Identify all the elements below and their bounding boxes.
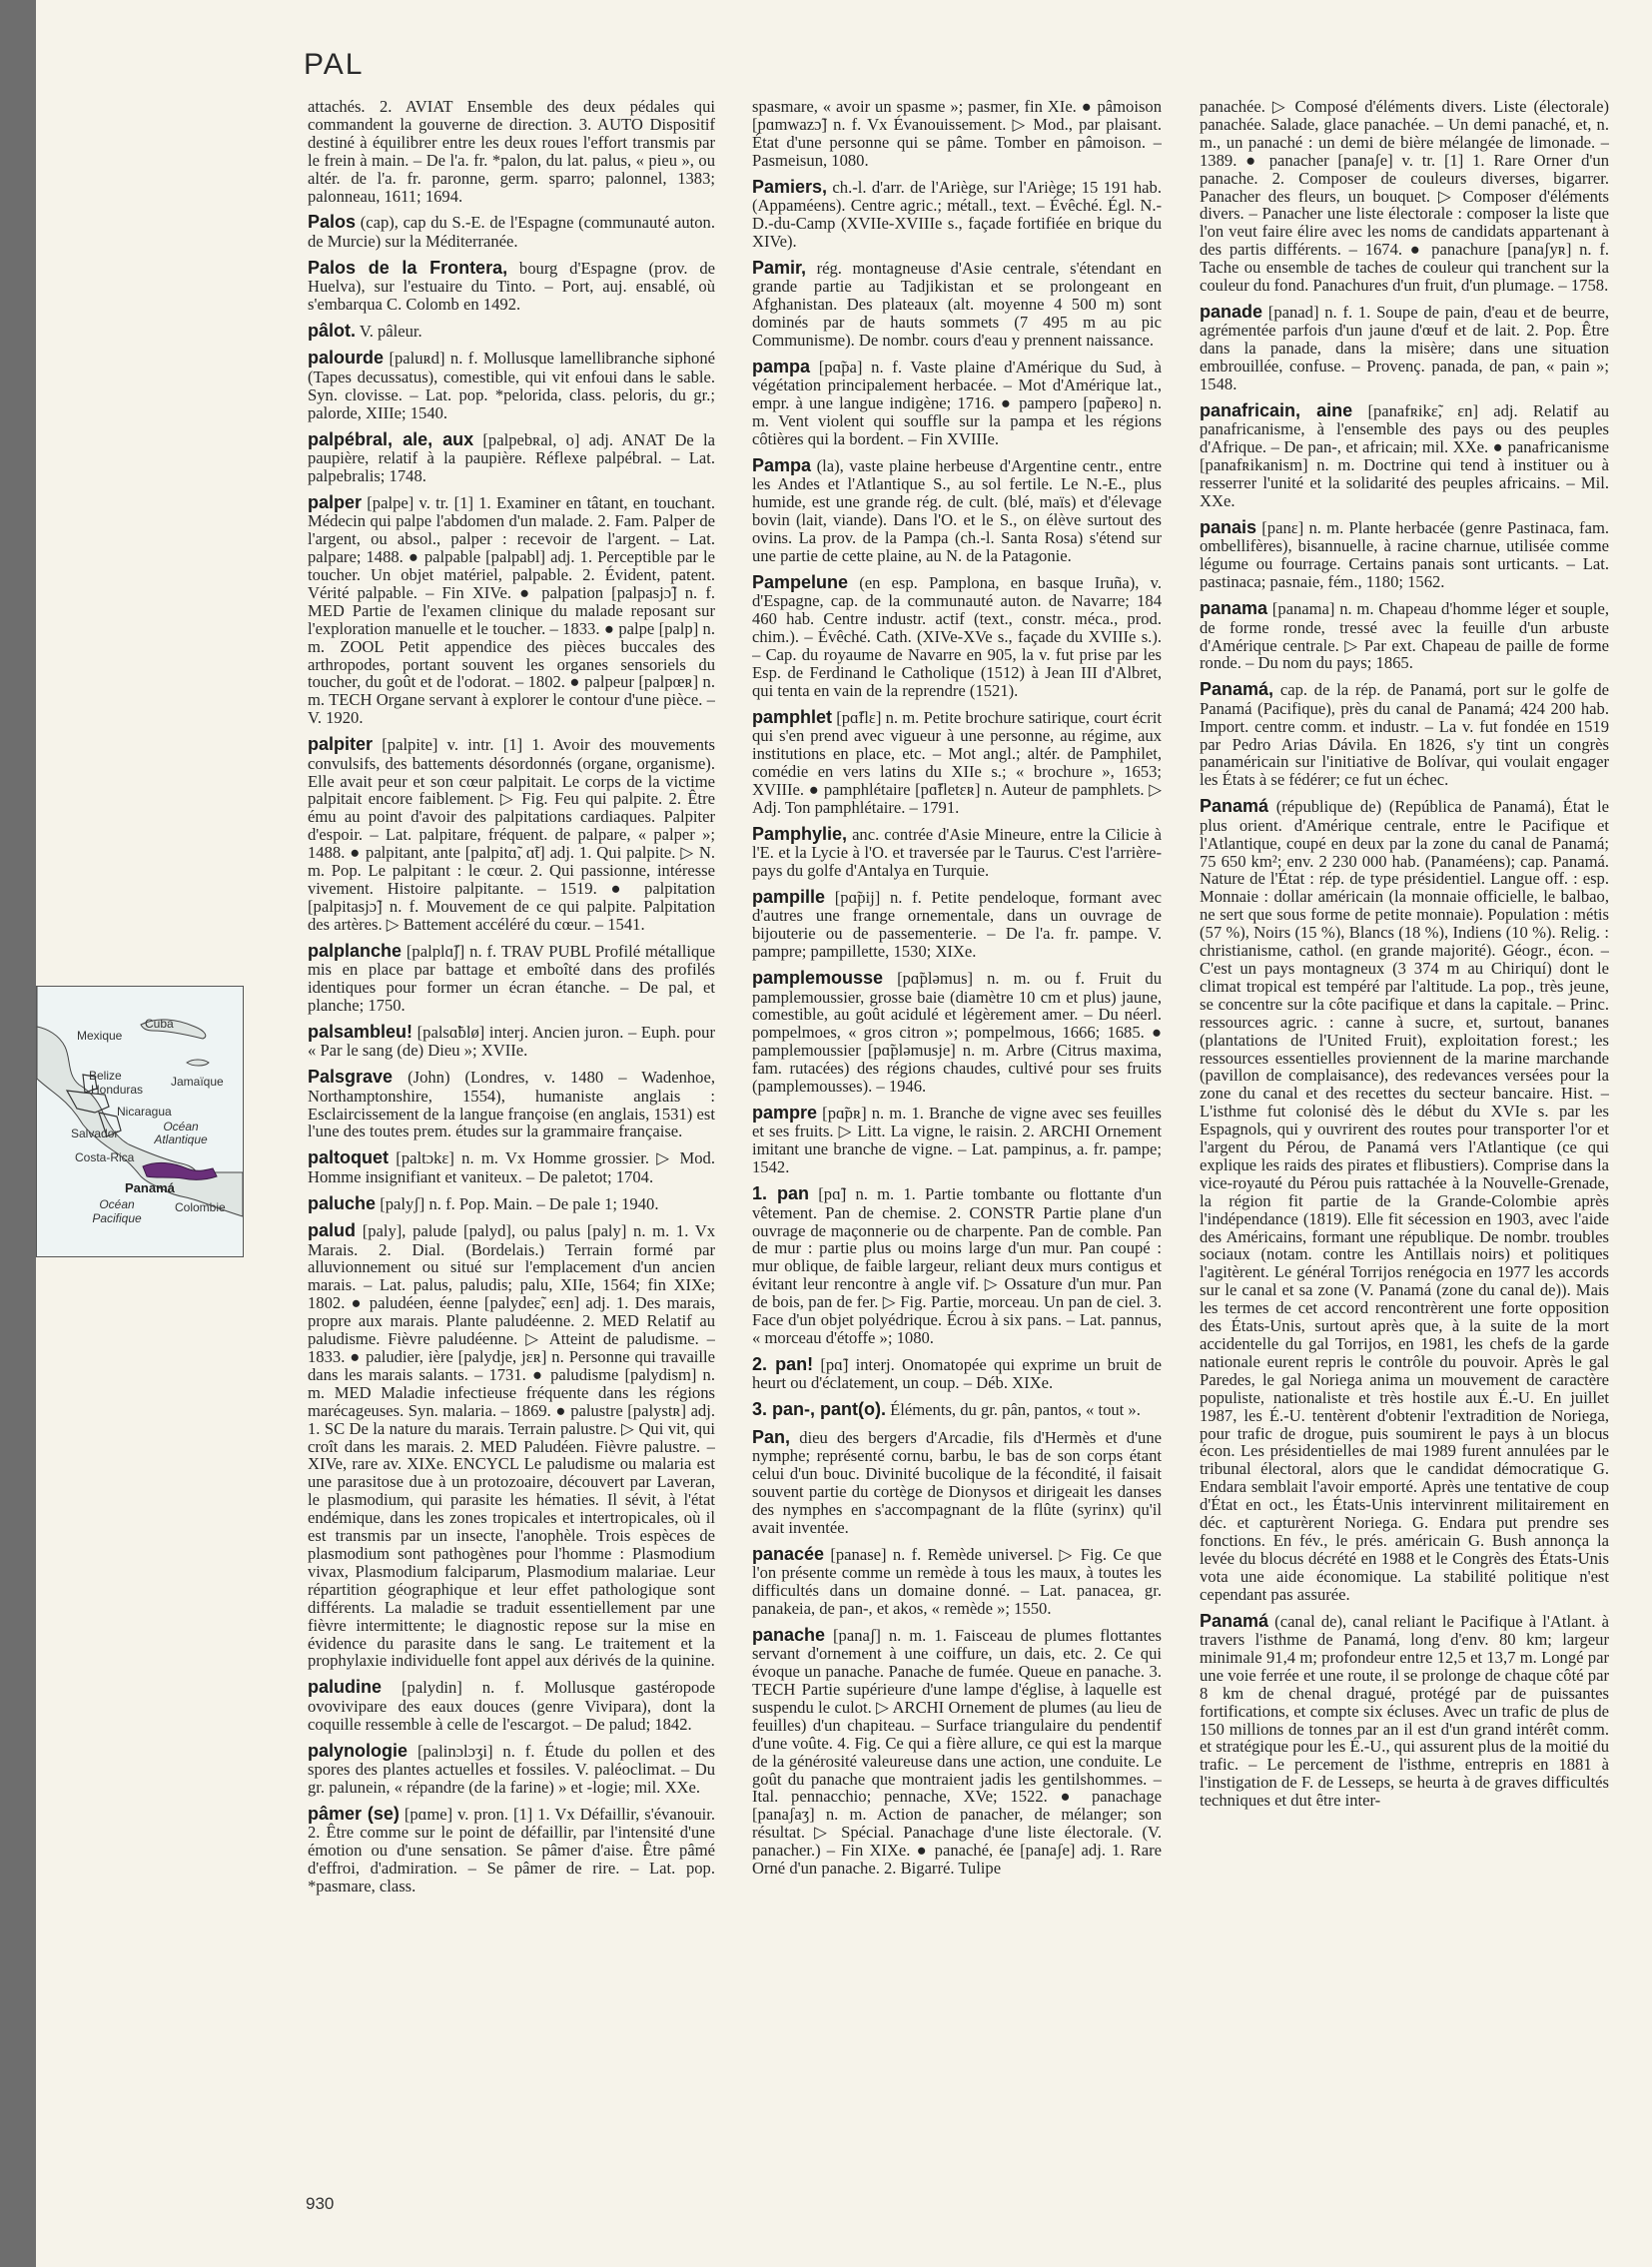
entry-text: [palpite] v. intr. [1] 1. Avoir des mouvements convulsifs, des battements désordonnés (organe, organisme). Elle avait peur et son cœur palpitait. Le corps de la victime palpitait encore faiblement. ▷ Fig. Feu qui palpite. 2. Être ému au point d'avoir des palpitations cardiaques. Palpiter d'espoir. – Lat. palpitare, fréquent. de palpare, « palper »; 1488. ● palpitant, ante [palpitɑ̃, ɑ̃t] adj. 1. Qui palpite. ▷ N. m. Pop. Le palpitant : le cœur. 2. Qui passionne, intéresse vivement. Histoire palpitante. – 1519. ● palpitation [palpitasjɔ̃] n. f. Mouvement de ce qui palpite. Palpitation des artères. ▷ Battement accéléré du cœur. – 1541. bbox=[308, 735, 715, 934]
entry-headword: palpébral, ale, aux bbox=[308, 428, 474, 449]
entry-headword: panais bbox=[1200, 517, 1257, 537]
entry-headword: 1. pan bbox=[752, 1183, 810, 1204]
entry-text: cap. de la rép. de Panamá, port sur le golfe de Panamá (Pacifique), près du canal de Panamá; 424 200 hab. Import. centre comm. et industr. – La v. fut fondée en 1519 par Pedro Arias Dávila. En 1826, s'y tint un congrès panaméricain sur l'initiative de Bolívar, qui voulait engager les États à se fédérer; ce fut un échec. bbox=[1200, 680, 1609, 790]
entry-text: [palyʃ] n. f. Pop. Main. – De pale 1; 1940. bbox=[380, 1193, 659, 1213]
entry-text: [pɑ̃flɛ] n. m. Petite brochure satirique, court écrit qui s'en prend avec vigueur à une personne, au régime, aux institutions en place, etc. – Mot angl.; altér. de Pamphilet, comédie en vers latins du XIIe s.; « brochure », 1653; XVIIIe. ● pamphlétaire [pɑ̃fletɛʀ] n. Auteur de pamphlets. ▷ Adj. Ton pamphlétaire. – 1791. bbox=[752, 707, 1162, 817]
dictionary-entry bbox=[752, 1545, 1162, 1618]
map-label-ocean-atlantique: Océan Atlantique bbox=[154, 1120, 208, 1147]
entry-headword: Pamphylie, bbox=[752, 823, 848, 844]
entry-headword: palper bbox=[308, 491, 363, 512]
entry-text: V. pâleur. bbox=[359, 322, 422, 342]
map-label-cuba: Cuba bbox=[145, 1017, 174, 1031]
dictionary-entry bbox=[752, 1355, 1162, 1392]
dictionary-entry bbox=[752, 888, 1162, 961]
dictionary-entry bbox=[308, 1194, 715, 1213]
entry-text: [pɑ̃pʀ] n. m. 1. Branche de vigne avec ses feuilles et ses fruits. ▷ Litt. La vigne, le raisin. 2. ARCHI Ornement imitant une branche de vigne. – Lat. pampinus, a. fr. pampe; 1542. bbox=[752, 1104, 1162, 1177]
dictionary-entry bbox=[1200, 98, 1609, 295]
entry-headword: pâmer (se) bbox=[308, 1803, 400, 1824]
entry-headword: pampa bbox=[752, 356, 811, 377]
dictionary-entry bbox=[752, 969, 1162, 1096]
entry-headword: palpiter bbox=[308, 734, 374, 755]
entry-text: [paltɔkɛ] n. m. Vx Homme grossier. ▷ Mod. Homme insignifiant et vaniteux. – De paletot; 1704. bbox=[308, 1148, 715, 1186]
dictionary-entry bbox=[308, 1678, 715, 1733]
entry-text: [palpe] v. tr. [1] 1. Examiner en tâtant, en touchant. Médecin qui palpe l'abdomen d'un malade. 2. Fam. Palper de l'argent, ou absol., palper : recevoir de l'argent. – Lat. palpare; 1488. ● palpable [palpabl] adj. 1. Perceptible par le toucher. Un objet matériel, palpable. 2. Évident, patent. Vérité palpable. – Fin XIVe. ● palpation [palpasjɔ̃] n. f. MED Partie de l'examen clinique du malade reposant sur l'exploration manuelle et le toucher. – 1833. ● palpe [palp] n. m. ZOOL Petit appendice des pièces buccales des arthropodes, portant souvent les organes sensoriels du toucher, du goût et de l'odorat. – 1802. ● palpeur [palpœʀ] n. m. TECH Organe servant à explorer le contour d'une pièce. – V. 1920. bbox=[308, 492, 715, 728]
column-2 bbox=[752, 98, 1162, 2095]
entry-headword: pampille bbox=[752, 886, 826, 907]
entry-text: dieu des bergers d'Arcadie, fils d'Hermès et d'une nymphe; représenté cornu, barbu, le bas de son corps étant celui d'un bouc. Divinité bucolique de la fécondité, il faisait souvent partie du cortège de Dionysos et dirigeait les danses des nymphes en s'accompagnant de la flûte (syrinx) qu'il avait inventée. bbox=[752, 1427, 1162, 1537]
entry-text: (la), vaste plaine herbeuse d'Argentine centr., entre les Andes et l'Atlantique S., au sol fertile. Le N.-E., plus humide, est une grande rég. de cult. (blé, maïs) et d'élevage bovin (lait, viande). Dans l'O. et le S., on élève surtout des ovins. La prov. de la Pampa (ch.-l. Santa Rosa) s'étend sur une partie de cette plaine, au N. de la Patagonie. bbox=[752, 455, 1162, 565]
entry-headword: palud bbox=[308, 1220, 356, 1241]
dictionary-entry bbox=[308, 942, 715, 1015]
entry-text: [palplɑ̃ʃ] n. f. TRAV PUBL Profilé métallique mis en place par battage et emboîté dans des profilés identiques pour former un écran étanche. – De pal, et planche; 1750. bbox=[308, 941, 715, 1015]
entry-headword: palplanche bbox=[308, 940, 403, 961]
entry-text: [pɑme] v. pron. [1] 1. Vx Défaillir, s'évanouir. 2. Être comme sur le point de défaillir, par l'intensité d'une émotion ou d'une sensation. Se pâmer d'aise. Être pâmé d'effroi, d'admiration. – Se pâmer de rire. – Lat. pop. *pasmare, class. bbox=[308, 1804, 715, 1895]
entry-text: ch.-l. d'arr. de l'Ariège, sur l'Ariège; 15 191 hab. (Appaméens). Centre agric.; métall., text. – Évêché. Égl. N.-D.-du-Camp (XVIIe-XVIIIe s., façade fortifiée en brique du XIVe). bbox=[752, 177, 1162, 251]
entry-headword: Pamir, bbox=[752, 257, 807, 278]
entry-text: [panama] n. m. Chapeau d'homme léger et souple, de forme ronde, tressé avec la feuille d'un arbuste d'Amérique centrale. ▷ Par ext. Chapeau de paille de forme ronde. – Du nom du pays; 1865. bbox=[1200, 599, 1609, 673]
dictionary-entry bbox=[752, 456, 1162, 565]
entry-text: (John) (Londres, v. 1480 – Wadenhoe, Northamptonshire, 1554), humaniste anglais : Esclaircissement de la langue françoise (en anglais, 1531) est l'une des toutes prem. études sur la grammaire française. bbox=[308, 1068, 715, 1141]
entry-headword: paluche bbox=[308, 1192, 377, 1213]
dictionary-entry bbox=[752, 1184, 1162, 1347]
panama-locator-map bbox=[36, 986, 244, 1257]
dictionary-entry bbox=[752, 178, 1162, 251]
dictionary-entry bbox=[308, 98, 715, 205]
dictionary-page bbox=[36, 0, 1652, 2267]
entry-text: [pɑ̃pij] n. f. Petite pendeloque, formant avec d'autres une frange ornementale, dans un ouvrage de bijouterie ou de passementerie. – De l'a. fr. pampe. V. pampre; pampillette, 1530; XIXe. bbox=[752, 887, 1162, 962]
entry-text: panachée. ▷ Composé d'éléments divers. Liste (électorale) panachée. Salade, glace panachée. – Un demi panaché, et, n. m., un panaché : un demi de bière mélangée de limonade. – 1389. ● panacher [panaʃe] v. tr. [1] 1. Rare Orner d'un panache. 2. Composer de couleurs diverses, bigarrer. Panacher des fleurs, un bouquet. ▷ Composer d'éléments divers. – Panacher une liste électorale : composer la liste que l'on veut faire élire avec les noms de candidats appartenant à des partis différents. – 1674. ● panachure [panaʃyʀ] n. f. Tache ou ensemble de taches de couleur qui tranchent sur la couleur du fond. Panachures d'un fruit, d'un plumage. – 1758. bbox=[1200, 98, 1609, 296]
dictionary-entry bbox=[308, 322, 715, 341]
dictionary-entry bbox=[308, 213, 715, 250]
entry-text: [pɑ̃pa] n. f. Vaste plaine d'Amérique du Sud, à végétation principalement herbacée. – Mot d'Amérique lat., empr. à une langue indigène; 1716. ● pampero [pɑ̃peʀo] n. m. Vent violent qui souffle sur la pampa et les régions côtières qui la bordent. – Fin XVIIIe. bbox=[752, 357, 1162, 448]
dictionary-entry bbox=[308, 1221, 715, 1670]
dictionary-entry bbox=[752, 259, 1162, 350]
dictionary-entry bbox=[752, 98, 1162, 170]
entry-text: [palsɑ̃blø] interj. Ancien juron. – Euph. pour « Par le sang (de) Dieu »; XVIIe. bbox=[308, 1022, 715, 1061]
column-3 bbox=[1200, 98, 1609, 2095]
entry-text: attachés. 2. AVIAT Ensemble des deux pédales qui commandent la gouverne de direction. 3. AUTO Dispositif destiné à équilibrer entre les deux roues l'effort transmis par le frein à main. – De l'a. fr. *palon, du lat. palus, « pieu », ou altér. de l'a. fr. paronne, germ. sparro; palonnel, 1383; palonneau, 1611; 1694. bbox=[308, 98, 715, 206]
dictionary-entry bbox=[1200, 1612, 1609, 1811]
entry-text: [palpebʀal, o] adj. ANAT De la paupière, relatif à la paupière. Réflexe palpébral. – Lat. palpebralis; 1748. bbox=[308, 429, 715, 485]
entry-text: Éléments, du gr. pân, pantos, « tout ». bbox=[890, 1400, 1141, 1420]
entry-headword: palourde bbox=[308, 348, 385, 369]
entry-headword: Panamá bbox=[1200, 796, 1269, 817]
entry-text: (république de) (República de Panamá), État le plus orient. d'Amérique centrale, entre le Pacifique et l'Atlantique, coupé en deux par la zone du canal de Panamá; 75 650 km²; env. 2 230 000 hab. (Panaméens); cap. Panamá. Nature de l'État : rép. de type présidentiel. Langue off. : esp. Monnaie : dollar américain (la monnaie officielle, le balbao, ne sert que sous forme de petite monnaie). Population : métis (57 %), Noirs (15 %), Blancs (18 %), Indiens (10 %). Relig. : christianisme, cathol. (en grande majorité). Géogr., écon. – C'est un pays montagneux (3 374 m au Chiriquí) dont le climat tropical est tempéré par l'altitude. La pop., très jeune, se concentre sur la côte pacifique et dans la capitale. – Princ. ressources agric. : canne à sucre, et, surtout, bananes (plantations de l'United Fruit), exploitation forest.; les ressources essentielles proviennent de la marine marchande (pavillon de complaisance), des redevances versées pour la zone du canal et des recettes du secteur bancaire. Hist. – L'isthme fut colonisé dès le début du XVIe s. par les Espagnols, qui y ouvrirent des routes pour transporter l'or et l'argent du Pérou, de Panamá vers l'Atlantique (ce qui explique les raids des pirates et flibustiers). Comprise dans la vice-royauté du Pérou puis rattachée à la Nouvelle-Grenade, la région fit partie de la Grande-Colombie après l'indépendance (1819). Elle fit sécession en 1903, avec l'aide des Américains, formant une république. De nombr. troubles sociaux (notam. contre les Antillais noirs) et politiques l'agitèrent. Le général Torrijos renégocia en 1977 les accords sur le canal et sa zone (V. Panamá (zone du canal de)). Mais les termes de cet accord rencontrèrent une forte opposition des États-Unis, surtout après que, à la suite de la mort accidentelle du gal Torrijos, en 1981, les chefs de la garde nationale eurent repris le contrôle du pouvoir. Après le gal Paredes, le gal Noriega anima un mouvement de caractère populiste, nationaliste et très hostile aux É.-U. En juillet 1987, les É.-U. tentèrent d'obtenir l'extradition de Noriega, pour trafic de drogue, puis soumirent le pays à un blocus écon. Les présidentielles de mai 1989 furent annulées par le tribunal électoral, alors que le candidat démocratique G. Endara semblait l'avoir emporté. Après une tentative de coup d'État en oct., les États-Unis intervinrent militairement en déc. et capturèrent Noriega. G. Endara put prendre ses fonctions. En fév., le prés. américain G. Bush annonça la levée du blocus décrété en 1988 et le Congrès des États-Unis vota une aide économique. La stabilité politique n'est cependant pas assurée. bbox=[1200, 797, 1609, 1604]
dictionary-entry bbox=[752, 825, 1162, 880]
dictionary-entry bbox=[308, 1148, 715, 1185]
entry-text: [panafʀikɛ̃, ɛn] adj. Relatif au panafricanisme, à l'ensemble des pays ou des peuples d'Afrique. – De pan-, et africain; mil. XXe. ● panafricanisme [panafʀikanism] n. m. Doctrine qui tend à instituer ou à resserrer l'unité et la solidarité des peuples africains. – Mil. XXe. bbox=[1200, 401, 1609, 511]
dictionary-entry bbox=[752, 1626, 1162, 1878]
entry-headword: palynologie bbox=[308, 1740, 409, 1761]
entry-headword: Pan, bbox=[752, 1426, 791, 1447]
dictionary-entry bbox=[308, 1068, 715, 1140]
entry-text: [palydin] n. f. Mollusque gastéropode ovovivipare des eaux douces (genre Vivipara), dont la coquille ressemble à celle de l'escargot. – De palud; 1842. bbox=[308, 1678, 715, 1734]
entry-text: [pɑ̃] n. m. 1. Partie tombante ou flottante d'un vêtement. Pan de chemise. 2. CONSTR Partie plane d'un ouvrage de maçonnerie ou de charpente. Pan de comble. Pan de mur : partie plus ou moins large d'un mur. Pan coupé : mur oblique, de faible largeur, reliant deux murs contigus et évitant leur rencontre à angle vif. ▷ Ossature d'un mur. Pan de bois, pan de fer. ▷ Fig. Partie, morceau. Un pan de ciel. 3. Face d'un objet polyédrique. Écrou à six pans. – Lat. pannus, « morceau d'étoffe »; 1080. bbox=[752, 1184, 1162, 1347]
dictionary-entry bbox=[308, 259, 715, 314]
dictionary-entry bbox=[308, 735, 715, 934]
dictionary-entry bbox=[1200, 518, 1609, 591]
map-label-ocean-pacifique: Océan Pacifique bbox=[92, 1197, 142, 1225]
entry-headword: paludine bbox=[308, 1677, 383, 1698]
map-label-mexique: Mexique bbox=[77, 1029, 123, 1043]
dictionary-entry bbox=[752, 1428, 1162, 1537]
column-1 bbox=[308, 98, 715, 2095]
running-head: PAL bbox=[304, 48, 365, 81]
entry-headword: 2. pan! bbox=[752, 1353, 814, 1374]
entry-text: [pɑ̃] interj. Onomatopée qui exprime un bruit de heurt ou d'éclatement, un coup. – Déb. XIXe. bbox=[752, 1354, 1162, 1393]
dictionary-entry bbox=[308, 493, 715, 727]
map-label-colombie: Colombie bbox=[175, 1200, 226, 1214]
dictionary-entry bbox=[752, 358, 1162, 448]
entry-headword: Palsgrave bbox=[308, 1067, 394, 1088]
dictionary-entry bbox=[752, 1400, 1162, 1419]
dictionary-entry bbox=[752, 573, 1162, 700]
entry-headword: Palos bbox=[308, 212, 357, 233]
entry-headword: Pampa bbox=[752, 454, 812, 475]
entry-text: [panase] n. f. Remède universel. ▷ Fig. Ce que l'on présente comme un remède à tous les maux, à toutes les difficultés dans un domaine donné. – Lat. panacea, gr. panakeia, de pan-, et akos, « remède »; 1550. bbox=[752, 1544, 1162, 1618]
entry-headword: Pampelune bbox=[752, 571, 849, 592]
page-number: 930 bbox=[306, 2194, 335, 2213]
dictionary-entry bbox=[1200, 401, 1609, 510]
dictionary-entry bbox=[308, 349, 715, 421]
entry-text: [palinɔlɔʒi] n. f. Étude du pollen et des spores des plantes actuelles et fossiles. V. paléoclimat. – Du gr. palunein, « répandre (de la farine) » et -logie; mil. XXe. bbox=[308, 1741, 715, 1797]
map-label-costa-rica: Costa-Rica bbox=[75, 1150, 135, 1164]
entry-text: [paluʀd] n. f. Mollusque lamellibranche siphoné (Tapes decussatus), comestible, qui vit enfoui dans le sable. Syn. clovisse. – Lat. pop. *pelorida, class. peloris, du gr.; palorde, XIIIe; 1540. bbox=[308, 349, 715, 422]
entry-headword: pamplemousse bbox=[752, 968, 884, 989]
entry-text: anc. contrée d'Asie Mineure, entre la Cilicie à l'E. et la Lycie à l'O. et traversée par le Taurus. C'est l'arrière-pays du golfe d'Antalya en Turquie. bbox=[752, 824, 1162, 881]
entry-text: bourg d'Espagne (prov. de Huelva), sur l'estuaire du Tinto. – Port, auj. ensablé, où s'embarqua C. Colomb en 1492. bbox=[308, 258, 715, 315]
dictionary-entry bbox=[752, 1104, 1162, 1176]
dictionary-entry bbox=[308, 1805, 715, 1895]
entry-text: (cap), cap du S.-E. de l'Espagne (communauté auton. de Murcie) sur la Méditerranée. bbox=[308, 213, 715, 251]
entry-text: spasmare, « avoir un spasme »; pasmer, fin XIe. ● pâmoison [pɑmwazɔ̃] n. f. Vx Évanouissement. ▷ Mod., par plaisant. État d'une personne qui se pâme. Tomber en pâmoison. – Pasmeisun, 1080. bbox=[752, 98, 1162, 170]
entry-headword: Panamá bbox=[1200, 1610, 1269, 1631]
entry-headword: pamphlet bbox=[752, 706, 833, 727]
entry-headword: panafricain, aine bbox=[1200, 400, 1353, 421]
map-label-jamaique: Jamaïque bbox=[171, 1075, 224, 1089]
entry-text: (en esp. Pamplona, en basque Iruña), v. d'Espagne, cap. de la communauté auton. de Navarre; 184 460 hab. Centre industr. actif (text., constr. méca., prod. chim.). – Évêché. Cath. (XIVe-XVe s., façade du XVIIIe s.). – Cap. du royaume de Navarre en 905, la v. fut prise par les Esp. de Ferdinand le Catholique (1512) à Jean III d'Albret, qui tenta en vain de la reprendre (1521). bbox=[752, 572, 1162, 700]
dictionary-entry bbox=[1200, 599, 1609, 672]
entry-text: [panɛ] n. m. Plante herbacée (genre Pastinaca, fam. ombellifères), bisannuelle, à racine charnue, utilisée comme légume ou fourrage. Certains panais sont urticants. – Lat. pastinaca; pasnaie, fém., 1180; 1562. bbox=[1200, 518, 1609, 592]
entry-headword: Palos de la Frontera, bbox=[308, 257, 508, 278]
map-label-salvador: Salvador bbox=[71, 1127, 119, 1140]
dictionary-entry bbox=[1200, 680, 1609, 789]
entry-text: [panad] n. f. 1. Soupe de pain, d'eau et de beurre, agrémentée parfois d'un jaune d'œuf et de lait. 2. Pop. Être dans la panade, dans la misère; dans une situation embrouillée, confuse. – Provenç. panada, de pan, « pain »; 1548. bbox=[1200, 302, 1609, 394]
dictionary-entry bbox=[308, 1023, 715, 1060]
map-label-honduras: Honduras bbox=[91, 1083, 144, 1097]
entry-headword: panama bbox=[1200, 598, 1268, 619]
entry-headword: panade bbox=[1200, 301, 1263, 322]
entry-headword: Pamiers, bbox=[752, 176, 828, 197]
entry-text: (canal de), canal reliant le Pacifique à l'Atlant. à travers l'isthme de Panamá, long d'env. 80 km; largeur minimale 91,4 m; profondeur entre 12,5 et 13,7 m. Longé par une voie ferrée et une route, il se prolonge de chaque côté par 8 km de chenal dragué, protégé par de puissantes fortifications, et compte six écluses. Avec un trafic de plus de 150 millions de tonnes par an il est d'un grand intérêt comm. et stratégique pour les É.-U., qui assurent plus de la moitié du trafic. – Le percement de l'isthme, entrepris en 1881 à l'instigation de F. de Lesseps, se heurta à de graves difficultés techniques et dut être inter- bbox=[1200, 1611, 1609, 1811]
map-label-belize: Belize bbox=[89, 1069, 122, 1083]
entry-headword: Panamá, bbox=[1200, 679, 1274, 700]
dictionary-entry bbox=[1200, 303, 1609, 393]
entry-headword: pampre bbox=[752, 1103, 818, 1123]
entry-text: [panaʃ] n. m. 1. Faisceau de plumes flottantes servant d'ornement à une coiffure, un dais, etc. 2. Ce qui évoque un panache. Panache de fumée. Queue en panache. 3. TECH Partie supérieure d'une lampe d'église, à laquelle est suspendu le culot. ▷ ARCHI Ornement de plumes (au lieu de feuilles) d'un chapiteau. – Surface triangulaire du pendentif d'une voûte. 4. Fig. Ce qui a fière allure, ce qui est la marque de la générosité valeureuse dans une action, une conduite. Le goût du panache que montraient jadis les gentilshommes. – Ital. pennacchio; pennache, XVe; 1522. ● panachage [panaʃaʒ] n. m. Action de panacher, de mélanger; son résultat. ▷ Spécial. Panachage d'une liste électorale. (V. panacher.) – Fin XIXe. ● panaché, ée [panaʃe] adj. 1. Rare Orné d'un panache. 2. Bigarré. Tulipe bbox=[752, 1625, 1162, 1879]
entry-headword: panacée bbox=[752, 1543, 825, 1564]
entry-headword: paltoquet bbox=[308, 1147, 389, 1168]
dictionary-entry bbox=[308, 1742, 715, 1797]
map-label-nicaragua: Nicaragua bbox=[117, 1105, 172, 1119]
map-label-panama: Panamá bbox=[125, 1180, 175, 1195]
entry-headword: palsambleu! bbox=[308, 1021, 413, 1042]
entry-headword: 3. pan-, pant(o). bbox=[752, 1399, 886, 1420]
entry-headword: pâlot. bbox=[308, 321, 356, 342]
entry-text: [paly], palude [palyd], ou palus [paly] n. m. 1. Vx Marais. 2. Dial. (Bordelais.) Terrain formé par alluvionnement ou situé sur l'emplacement d'un ancien marais. – Lat. palus, paludis; palu, XIIe, 1564; fin XIXe; 1802. ● paludéen, éenne [palydeɛ̃, eɛn] adj. 1. Des marais, propre aux marais. Plante paludéenne. 2. MED Relatif au paludisme. Fièvre paludéenne. ▷ Atteint de paludisme. – 1833. ● paludier, ière [palydje, jɛʀ] n. Personne qui travaille dans les marais salants. – 1731. ● paludisme [palydism] n. m. MED Maladie infectieuse fréquente dans les régions marécageuses. Syn. malaria. – 1869. ● palustre [palystʀ] adj. 1. SC De la nature du marais. Terrain palustre. ▷ Qui vit, qui croît dans les marais. 2. MED Paludéen. Fièvre palustre. – XIVe, rare av. XIXe. ENCYCL Le paludisme ou malaria est une parasitose due à un protozoaire, découvert par Laveran, le plasmodium, qui parasite les hématies. Il sévit, à l'état endémique, dans les zones tropicales et intertropicales, où il est transmis par un insecte, l'anophèle. Trois espèces de plasmodium sont pathogènes pour l'homme : Plasmodium vivax, Plasmodium falciparum, Plasmodium malariae. Leur répartition géographique et leur effet pathologique sont différents. La maladie se traduit essentiellement par une fièvre intermittente; le diagnostic repose sur la mise en évidence du parasite dans le sang. Le traitement et la prophylaxie individuelle font appel aux dérivés de la quinine. bbox=[308, 1221, 715, 1671]
entry-headword: panache bbox=[752, 1624, 826, 1645]
dictionary-entry bbox=[308, 430, 715, 485]
dictionary-entry bbox=[752, 708, 1162, 817]
entry-text: rég. montagneuse d'Asie centrale, s'étendant en grande partie au Tadjikistan et se prolongeant en Afghanistan. Des plateaux (alt. moyenne 4 500 m) sont dominés par de hauts sommets (7 495 m au pic Communisme). De nombr. cours d'eau y prennent naissance. bbox=[752, 258, 1162, 350]
entry-text: [pɑ̃pləmus] n. m. ou f. Fruit du pamplemoussier, grosse baie (diamètre 10 cm et plus) jaune, comestible, au goût acidulé et légèrement amer. – Du néerl. pompelmoes, « gros citron »; pompelmous, 1666; 1685. ● pamplemoussier [pɑ̃pləmusje] n. m. Arbre (Citrus maxima, fam. rutacées) des régions chaudes, cultivé pour ses fruits (pamplemousses). – 1946. bbox=[752, 969, 1162, 1097]
dictionary-entry bbox=[1200, 797, 1609, 1603]
